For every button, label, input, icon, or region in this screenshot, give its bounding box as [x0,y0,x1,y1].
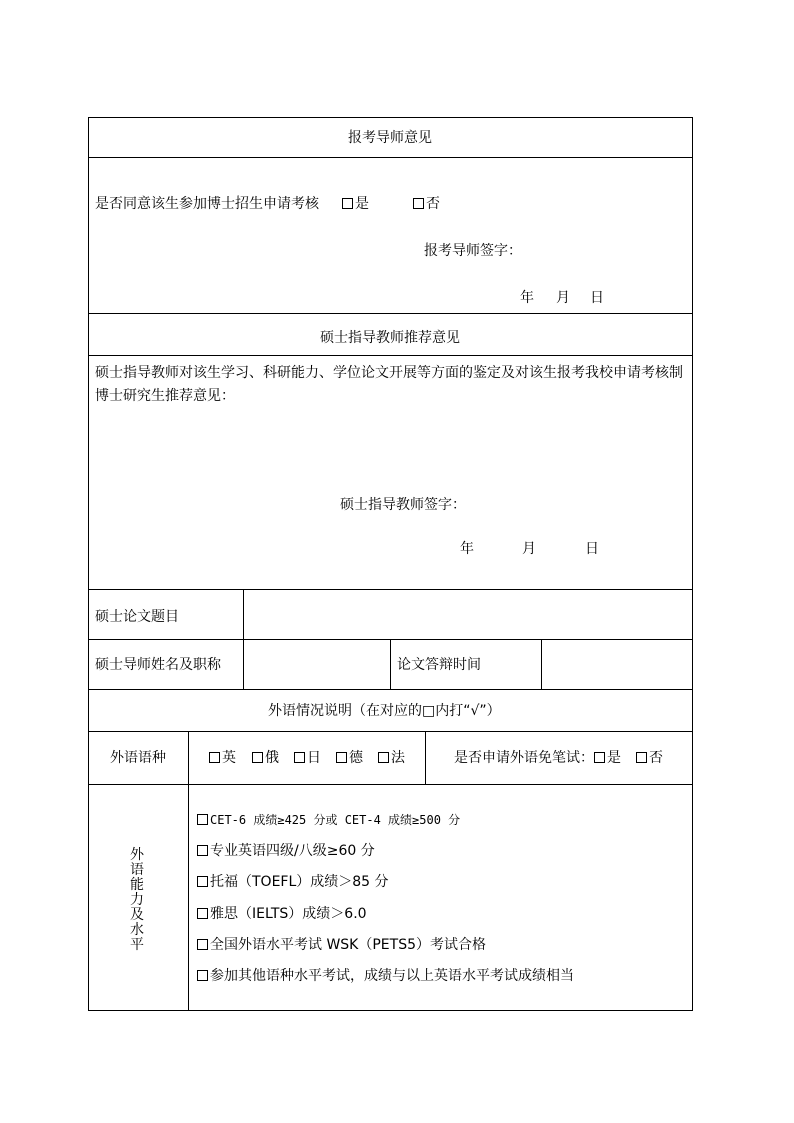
checkbox[interactable] [197,939,208,950]
criterion-label: 全国外语水平考试 WSK（PETS5）考试合格 [210,937,486,953]
language-option-german[interactable] [336,751,363,765]
language-option-japanese[interactable] [294,751,321,765]
criterion-cet[interactable] [197,813,460,827]
exempt-question: 是否申请外语免笔试： [454,750,594,766]
criterion-toefl[interactable] [197,875,389,889]
option-label: 是 [355,196,369,212]
checkbox[interactable] [294,752,305,763]
advisor-signature-label: 硕士指导教师签字： [340,497,466,513]
table-border-bottom [88,1010,693,1011]
supervisor-yes-option[interactable] [342,197,369,211]
criterion-ielts[interactable] [197,907,367,921]
checkbox[interactable] [197,876,208,887]
col-divider [425,731,426,784]
criterion-label: 雅思（IELTS）成绩＞6.0 [210,906,367,922]
date-month: 月 [556,290,570,306]
option-label: 德 [349,750,363,766]
checkbox[interactable] [636,752,647,763]
checkbox[interactable] [594,752,605,763]
language-type-label: 外语语种 [110,750,166,766]
language-option-russian[interactable] [252,751,279,765]
supervisor-no-option[interactable] [413,197,440,211]
checkbox[interactable] [197,814,208,825]
date-month: 月 [522,541,536,557]
option-label: 日 [307,750,321,766]
advisor-name-title-label: 硕士导师姓名及职称 [95,657,221,673]
checkbox[interactable] [197,970,208,981]
date-day: 日 [585,541,599,557]
defense-time-label: 论文答辩时间 [397,657,481,673]
thesis-title-field[interactable] [244,590,692,639]
option-label: 俄 [265,750,279,766]
col-divider [188,731,189,1010]
checkbox[interactable] [413,198,424,209]
checkbox[interactable] [378,752,389,763]
language-ability-label: 外语能力及水平 [130,847,144,953]
criterion-label: 托福（TOEFL）成绩＞85 分 [210,874,389,890]
option-label: 否 [426,196,440,212]
defense-time-field[interactable] [542,640,692,689]
row-divider [88,355,693,356]
col-divider [390,639,391,689]
supervisor-question: 是否同意该生参加博士招生申请考核 [95,196,319,212]
date-year: 年 [520,290,534,306]
criterion-label: 专业英语四级/八级≥60 分 [210,843,375,859]
checkbox[interactable] [197,908,208,919]
row-divider [88,731,693,732]
row-divider [88,689,693,690]
checkbox[interactable] [252,752,263,763]
language-option-french[interactable] [378,751,405,765]
checkbox[interactable] [209,752,220,763]
advisor-section-title: 硕士指导教师推荐意见 [320,330,460,346]
thesis-title-label: 硕士论文题目 [95,609,179,625]
checkbox[interactable] [197,845,208,856]
checkbox[interactable] [342,198,353,209]
table-border-left [88,117,89,1011]
row-divider [88,784,693,785]
criterion-label: 参加其他语种水平考试，成绩与以上英语水平考试成绩相当 [210,968,574,984]
language-option-english[interactable] [209,751,236,765]
criterion-tem[interactable] [197,844,375,858]
exempt-no-option[interactable] [636,751,663,765]
language-section-header: 外语情况说明（在对应的□内打“√”） [268,703,501,719]
option-label: 法 [391,750,405,766]
option-label: 英 [222,750,236,766]
criterion-other-language[interactable] [197,969,574,983]
row-divider [88,313,693,314]
advisor-recommendation-prompt: 硕士指导教师对该生学习、科研能力、学位论文开展等方面的鉴定及对该生报考我校申请考核制博士研究生推荐意见： [95,365,683,404]
row-divider [88,117,693,118]
advisor-name-title-field[interactable] [244,640,390,689]
checkbox[interactable] [336,752,347,763]
option-label: 是 [607,750,621,766]
row-divider [88,157,693,158]
date-year: 年 [460,541,474,557]
date-day: 日 [590,290,604,306]
table-border-right [692,117,693,1011]
criterion-wsk[interactable] [197,938,486,952]
exempt-yes-option[interactable] [594,751,621,765]
criterion-label: CET-6 成绩≥425 分或 CET-4 成绩≥500 分 [210,813,461,827]
supervisor-section-title: 报考导师意见 [348,130,432,146]
option-label: 否 [649,750,663,766]
supervisor-signature-label: 报考导师签字： [424,243,522,259]
